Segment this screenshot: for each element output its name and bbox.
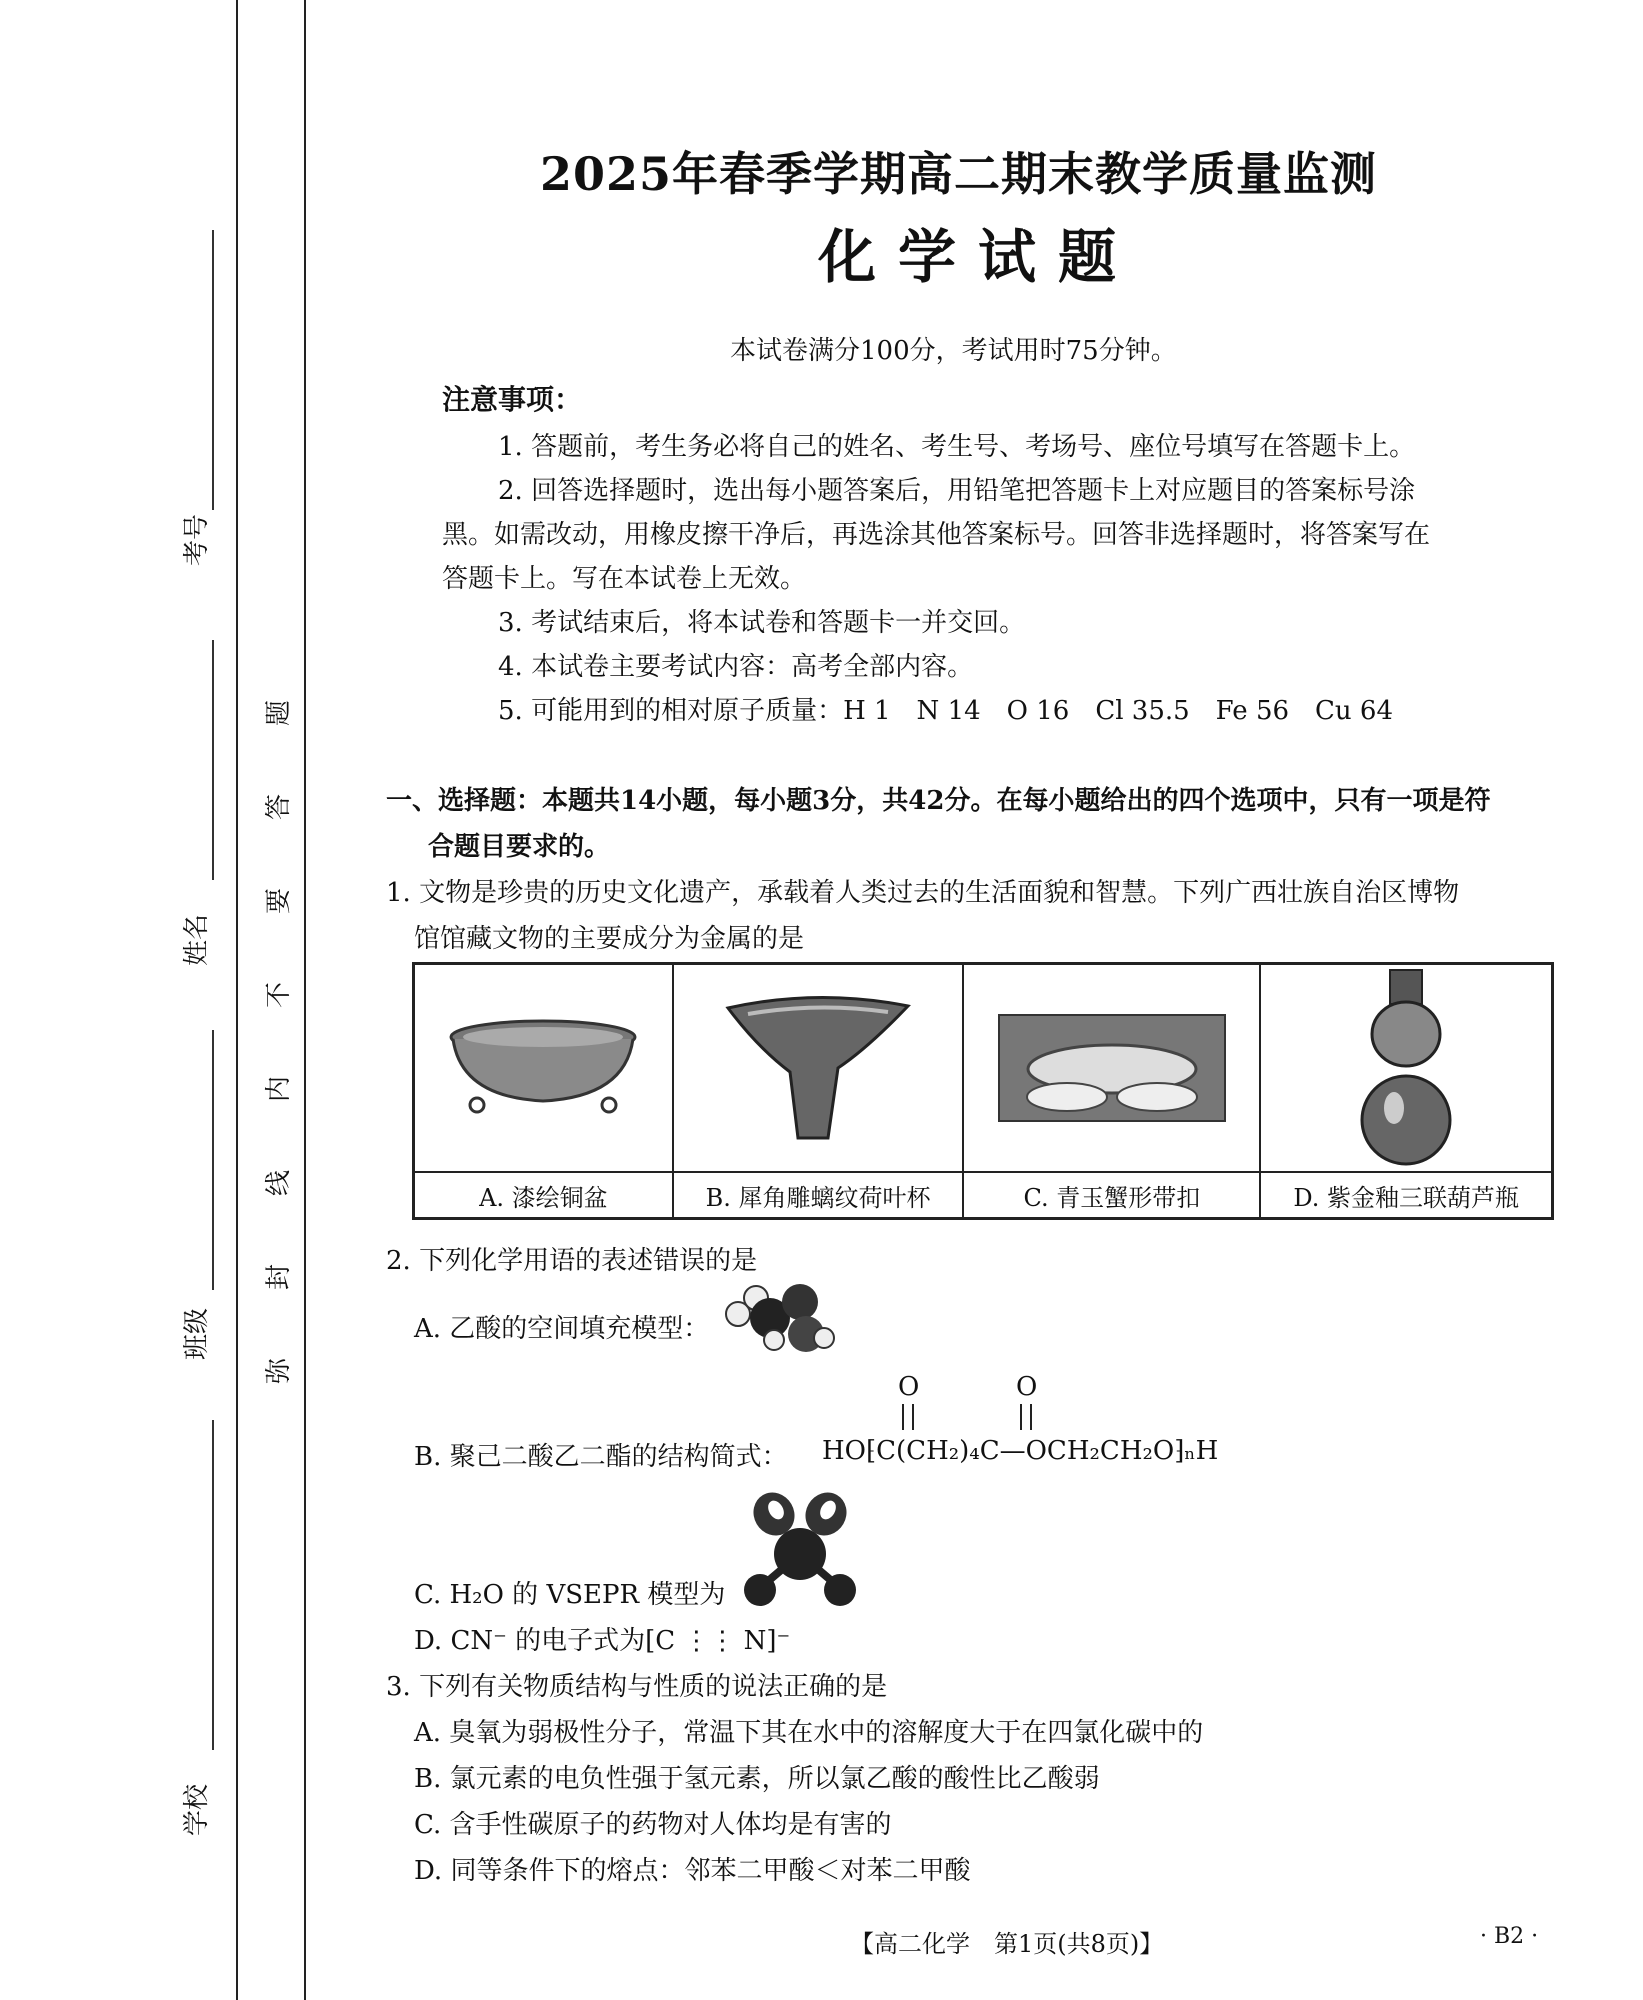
q2-carbonyl-o-2: O: [1016, 1372, 1038, 1402]
field-line-exam-no: [212, 230, 214, 510]
seal-char-4: 内: [264, 1075, 294, 1102]
artifact-image-b: [673, 964, 964, 1173]
copper-basin-image: [443, 1013, 643, 1123]
field-label-school: 学校: [182, 1783, 212, 1836]
note-2-cont2: 答题卡上。写在本试卷上无效。: [442, 564, 807, 594]
seal-char-3: 线: [264, 1169, 294, 1196]
jade-crab-buckle-image: [997, 1013, 1227, 1123]
field-label-name: 姓名: [182, 913, 212, 966]
vsepr-model: [740, 1488, 860, 1608]
notes-heading: 注意事项：: [442, 383, 583, 416]
field-label-class: 班级: [182, 1307, 212, 1360]
note-1: 1. 答题前，考生务必将自己的姓名、考生号、考场号、座位号填写在答题卡上。: [498, 432, 1416, 462]
artifact-table: [412, 962, 1554, 1220]
artifact-image-d: [1260, 964, 1552, 1173]
field-label-exam-no: 考号: [182, 513, 212, 566]
option-c-caption: C. 青玉蟹形带扣: [963, 1172, 1260, 1219]
field-line-school: [212, 1420, 214, 1750]
q3-option-a: A. 臭氧为弱极性分子，常温下其在水中的溶解度大于在四氯化碳中的: [414, 1718, 1204, 1748]
field-line-name: [212, 640, 214, 880]
seal-char-1: 弥: [264, 1357, 294, 1384]
q2-option-a: A. 乙酸的空间填充模型：: [414, 1314, 710, 1344]
q3-option-b: B. 氯元素的电负性强于氢元素，所以氯乙酸的酸性比乙酸弱: [414, 1764, 1100, 1794]
field-line-class: [212, 1030, 214, 1290]
page-footer: 【高二化学 第1页(共8页)】: [850, 1930, 1164, 1958]
polyester-formula: HO⁅C(CH₂)₄C—OCH₂CH₂O⁆ₙH: [822, 1436, 1219, 1466]
binding-line-outer: [236, 0, 238, 2000]
seal-char-8: 题: [264, 699, 294, 726]
note-4: 4. 本试卷主要考试内容：高考全部内容。: [498, 652, 974, 682]
acetic-acid-model: [718, 1278, 838, 1358]
section-heading: 一、选择题：本题共14小题，每小题3分，共42分。在每小题给出的四个选项中，只有一项是符: [386, 786, 1491, 816]
rhino-horn-cup-image: [718, 988, 918, 1148]
note-5: 5. 可能用到的相对原子质量：H 1 N 14 O 16 Cl 35.5 Fe 56 Cu 64: [498, 696, 1394, 726]
section-heading-cont: 合题目要求的。: [428, 832, 611, 862]
option-b-caption: B. 犀角雕螭纹荷叶杯: [673, 1172, 964, 1219]
q2-stem: 2. 下列化学用语的表述错误的是: [386, 1246, 758, 1276]
q1-stem: 1. 文物是珍贵的历史文化遗产，承载着人类过去的生活面貌和智慧。下列广西壮族自治区博物: [386, 878, 1460, 908]
q3-option-d: D. 同等条件下的熔点：邻苯二甲酸＜对苯二甲酸: [414, 1856, 971, 1886]
q2-option-c: C. H₂O 的 VSEPR 模型为: [414, 1580, 726, 1610]
seal-char-6: 要: [264, 887, 294, 914]
subject-title: 化学试题: [818, 223, 1139, 291]
artifact-image-c: [963, 964, 1260, 1173]
seal-char-2: 封: [264, 1263, 294, 1290]
note-2: 2. 回答选择题时，选出每小题答案后，用铅笔把答题卡上对应题目的答案标号涂: [498, 476, 1416, 506]
artifact-image-a: [414, 964, 673, 1173]
q1-stem-cont: 馆馆藏文物的主要成分为金属的是: [414, 924, 805, 954]
note-3: 3. 考试结束后，将本试卷和答题卡一并交回。: [498, 608, 1026, 638]
option-a-caption: A. 漆绘铜盆: [414, 1172, 673, 1219]
q2-option-d: D. CN⁻ 的电子式为[C ⋮⋮ N]⁻: [414, 1626, 791, 1656]
carbonyl-bond-2: [1020, 1404, 1032, 1430]
page-code: · B2 ·: [1480, 1924, 1539, 1949]
carbonyl-bond-1: [902, 1404, 914, 1430]
q2-carbonyl-o-1: O: [898, 1372, 920, 1402]
q3-stem: 3. 下列有关物质结构与性质的说法正确的是: [386, 1672, 888, 1702]
binding-line-inner: [304, 0, 306, 2000]
q2-option-b: B. 聚己二酸乙二酯的结构简式：: [414, 1442, 788, 1472]
note-2-cont1: 黑。如需改动，用橡皮擦干净后，再选涂其他答案标号。回答非选择题时，将答案写在: [442, 520, 1431, 550]
option-d-caption: D. 紫金釉三联葫芦瓶: [1260, 1172, 1552, 1219]
exam-title: 2025年春季学期高二期末教学质量监测: [540, 147, 1378, 201]
q3-option-c: C. 含手性碳原子的药物对人体均是有害的: [414, 1810, 892, 1840]
exam-info: 本试卷满分100分，考试用时75分钟。: [730, 336, 1177, 366]
seal-char-7: 答: [264, 793, 294, 820]
seal-char-5: 不: [264, 981, 294, 1008]
gourd-vase-image: [1356, 968, 1456, 1168]
